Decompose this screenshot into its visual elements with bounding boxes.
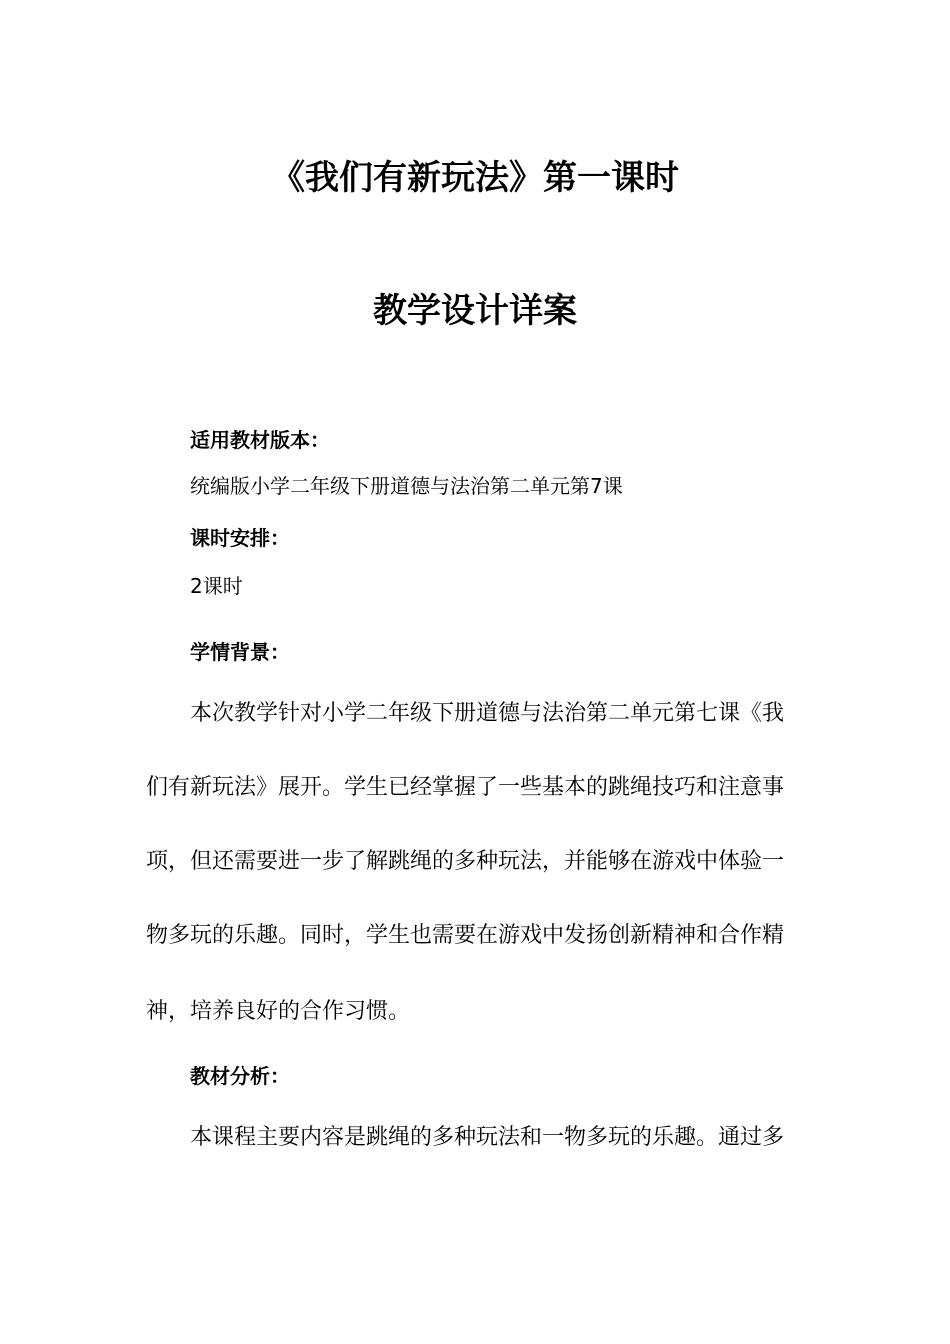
schedule-text: 2课时 (190, 574, 243, 598)
textbook-version: 统编版小学二年级下册道德与法治第二单元第7课 (190, 474, 623, 498)
background-line: 物多玩的乐趣。同时，学生也需要在游戏中发扬创新精神和合作精 (146, 923, 785, 948)
background-line: 神，培养良好的合作习惯。 (146, 999, 411, 1024)
background-line: 项，但还需要进一步了解跳绳的多种玩法，并能够在游戏中体验一 (146, 849, 785, 874)
heading-background: 学情背景： (190, 640, 290, 664)
background-line: 本次教学针对小学二年级下册道德与法治第二单元第七课《我 (190, 701, 785, 726)
title-line-2: 教学设计详案 (373, 291, 577, 331)
title-line-1: 《我们有新玩法》第一课时 (271, 158, 679, 198)
analysis-line: 本课程主要内容是跳绳的多种玩法和一物多玩的乐趣。通过多 (190, 1125, 785, 1150)
background-line: 们有新玩法》展开。学生已经掌握了一些基本的跳绳技巧和注意事 (146, 775, 785, 800)
heading-analysis: 教材分析： (190, 1064, 290, 1088)
heading-schedule: 课时安排： (190, 526, 290, 550)
heading-textbook: 适用教材版本： (190, 428, 330, 452)
